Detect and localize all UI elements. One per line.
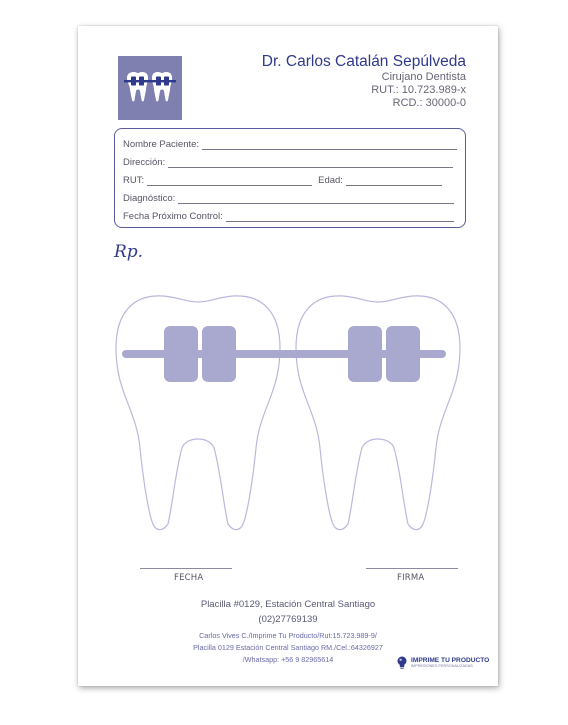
bracket-3 (348, 326, 382, 382)
next-control-field[interactable] (226, 213, 454, 222)
left-tooth-outline (116, 296, 280, 530)
footer-line-1: Carlos Vives C./Imprime Tu Producto/Rut:15.723.989-9/ (199, 631, 377, 640)
teeth-braces-illustration (108, 288, 468, 538)
footer-line-2: Placilla 0129 Estación Central Santiago RM./Cel.:64326927 (193, 643, 383, 652)
patient-form (114, 128, 466, 228)
clinic-phone: (02)27769139 (258, 614, 318, 625)
teeth-braces-icon (118, 56, 182, 120)
address-row (123, 157, 453, 168)
clinic-address: Placilla #0129, Estación Central Santiago (200, 599, 376, 610)
rut-age-row (123, 175, 442, 186)
diagnosis-field[interactable] (178, 195, 454, 204)
footer-line-3: /Whatsapp: +56 9 82965614 (242, 655, 334, 664)
age-field[interactable] (346, 177, 442, 186)
doctor-rut: RUT.: 10.723.989-x (371, 84, 466, 96)
doctor-rcd: RCD.: 30000-0 (392, 97, 466, 109)
rut-label: RUT: (123, 175, 145, 186)
brand-name: IMPRIME TU PRODUCTO (411, 657, 490, 664)
printer-brand (396, 656, 489, 670)
bracket-4 (386, 326, 420, 382)
patient-name-field[interactable] (202, 141, 457, 150)
next-control-label: Fecha Próximo Control: (123, 211, 223, 222)
bracket-2 (202, 326, 236, 382)
signature-line[interactable] (366, 568, 458, 569)
doctor-info (262, 52, 466, 110)
age-label: Edad: (318, 175, 343, 186)
patient-name-row (123, 139, 457, 150)
doctor-specialty: Cirujano Dentista (381, 71, 466, 83)
prescription-sheet (78, 26, 498, 686)
signature-label: FIRMA (397, 573, 425, 583)
next-control-row (123, 211, 454, 222)
diagnosis-row (123, 193, 454, 204)
doctor-name: Dr. Carlos Catalán Sepúlveda (261, 53, 466, 70)
rut-field[interactable] (147, 177, 312, 186)
diagnosis-label: Diagnóstico: (123, 193, 176, 204)
date-label: FECHA (174, 573, 204, 583)
patient-name-label: Nombre Paciente: (123, 139, 200, 150)
address-field[interactable] (168, 159, 453, 168)
address-label: Dirección: (123, 157, 166, 168)
rx-label: Rp. (114, 242, 144, 262)
brand-tagline: IMPRESIONES PERSONALIZADAS (411, 664, 473, 668)
bracket-1 (164, 326, 198, 382)
clinic-logo (118, 56, 182, 120)
lightbulb-icon (396, 656, 408, 670)
date-line[interactable] (140, 568, 232, 569)
